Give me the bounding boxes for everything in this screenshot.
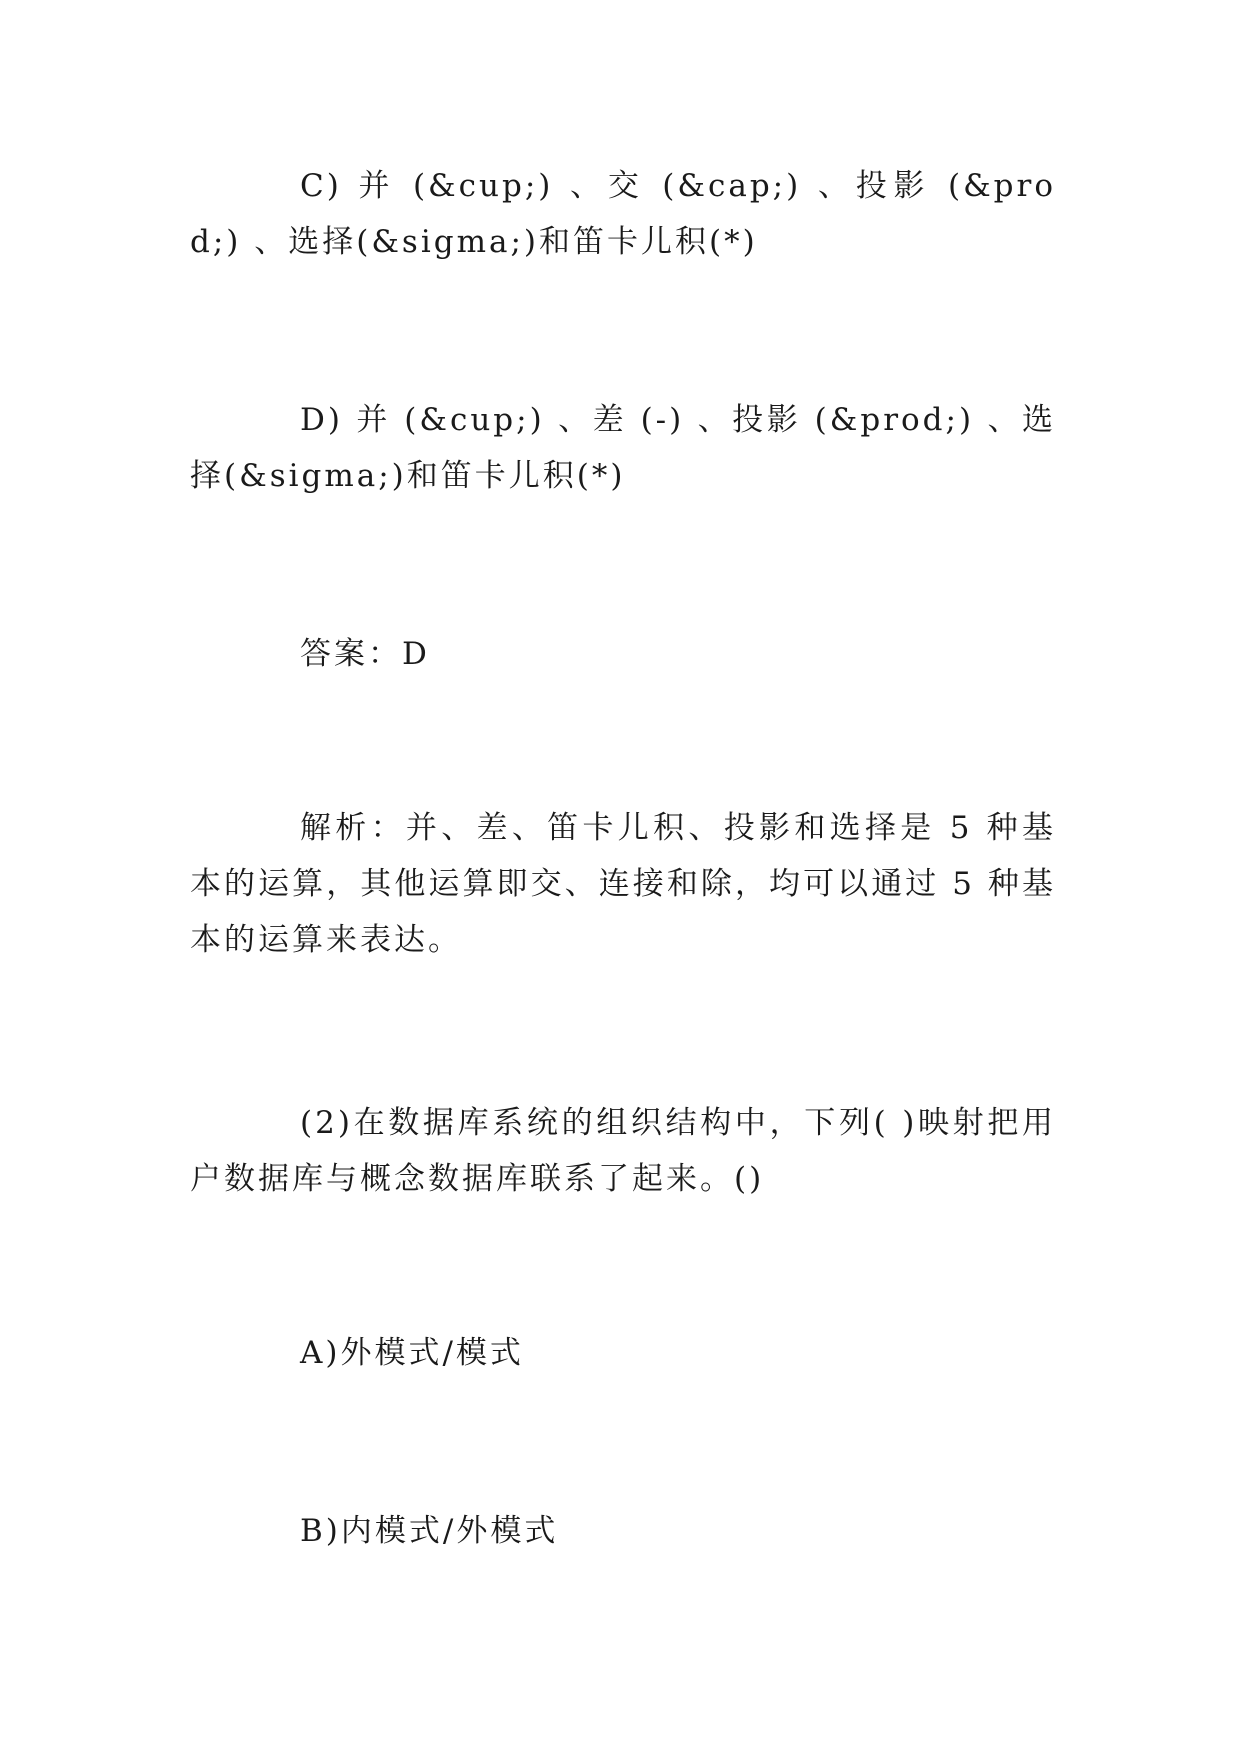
option-a-text: A)外模式/模式 — [300, 1335, 524, 1371]
answer-text: 答案：D — [300, 636, 430, 672]
explanation-text: 解析：并、差、笛卡儿积、投影和选择是 5 种基本的运算，其他运算即交、连接和除，均可以通过 5 种基本的运算来表达。 — [190, 810, 1056, 958]
option-c-text: C) 并 (&cup;) 、交 (&cap;) 、投影 (&prod;) 、选择(&sigma;)和笛卡儿积(*) — [190, 168, 1056, 260]
option-b-text: B)内模式/外模式 — [300, 1513, 559, 1549]
question-2-text: (2)在数据库系统的组织结构中，下列( )映射把用户数据库与概念数据库联系了起来。() — [190, 1105, 1056, 1197]
option-d-text: D) 并 (&cup;) 、差 (-) 、投影 (&prod;) 、选择(&sigma;)和笛卡儿积(*) — [190, 402, 1056, 494]
